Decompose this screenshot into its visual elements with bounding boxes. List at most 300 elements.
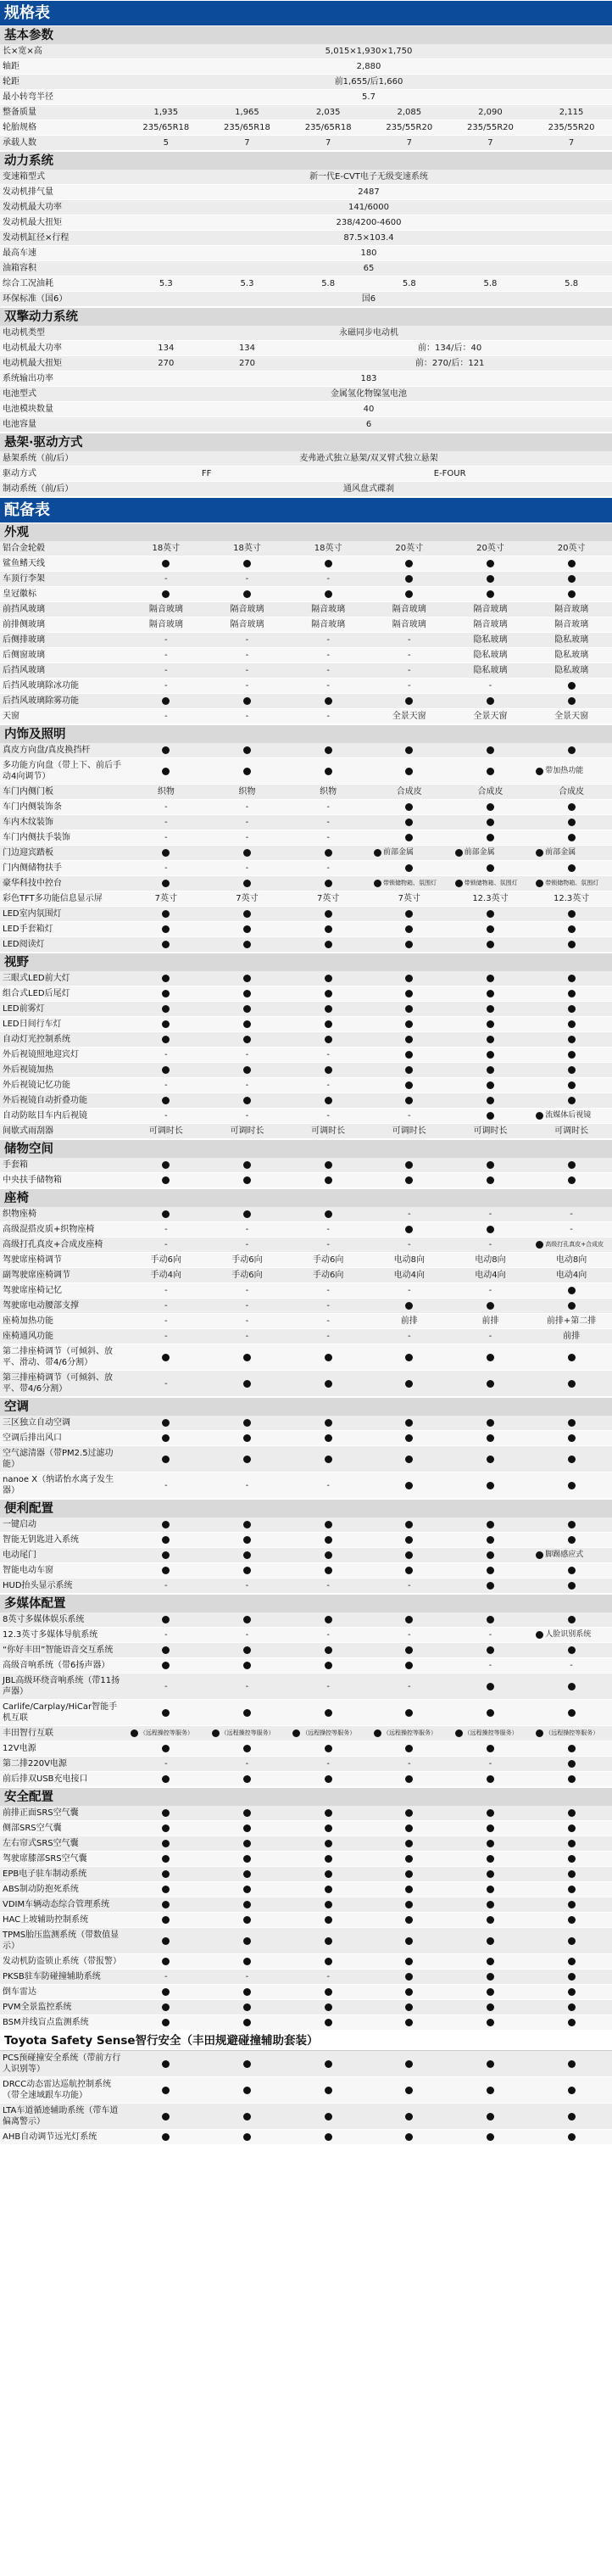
value-cell xyxy=(450,1726,531,1741)
value-cell xyxy=(287,663,369,678)
row-label: 驱动方式 xyxy=(3,469,36,478)
value-cell xyxy=(531,1017,612,1031)
filled-dot-icon xyxy=(568,1354,576,1361)
value-cell xyxy=(450,971,531,986)
cell-value: - xyxy=(164,1286,168,1295)
filled-dot-icon xyxy=(325,1354,332,1361)
value-cell xyxy=(450,937,531,952)
cell-value: - xyxy=(326,1050,330,1059)
group-cell xyxy=(125,467,287,481)
value-cell xyxy=(369,1207,450,1221)
filled-dot-icon xyxy=(487,1988,494,1996)
filled-dot-icon xyxy=(568,1521,576,1528)
filled-dot-icon xyxy=(487,1051,494,1059)
value-cell xyxy=(207,1628,288,1642)
value-cell xyxy=(369,1063,450,1077)
cell-value: FF xyxy=(201,469,212,478)
cell-value: 隔音玻璃 xyxy=(473,620,508,629)
spec-row xyxy=(0,709,612,724)
value-cell xyxy=(531,617,612,632)
value-cell xyxy=(369,1446,450,1472)
value-cell xyxy=(207,2104,288,2129)
cell-value: 电动4向 xyxy=(555,1271,587,1280)
row-label: 长×宽×高 xyxy=(3,47,42,56)
span-cell xyxy=(125,387,612,401)
row-label: 发动机最大扭矩 xyxy=(3,218,62,227)
value-cell xyxy=(125,1867,207,1881)
cell-value: 全景天窗 xyxy=(554,712,589,721)
value-cell xyxy=(287,541,369,556)
value-cell xyxy=(287,709,369,724)
value-cell xyxy=(125,1772,207,1786)
filled-dot-icon xyxy=(243,849,251,857)
value-cell xyxy=(369,876,450,891)
value-cell xyxy=(369,1726,450,1741)
value-cell xyxy=(125,1913,207,1927)
cell-value: - xyxy=(326,1225,330,1234)
filled-dot-icon xyxy=(325,746,332,754)
row-label: 环保标准（国6） xyxy=(3,294,68,304)
value-cell xyxy=(207,1268,288,1282)
value-cell xyxy=(531,846,612,860)
filled-dot-icon xyxy=(325,1745,332,1752)
filled-dot-icon xyxy=(568,1855,576,1863)
value-cell xyxy=(450,277,531,291)
value-cell xyxy=(531,1913,612,1927)
row-label: HUD抬头显示系统 xyxy=(3,1581,73,1590)
subsection-rows xyxy=(0,170,612,307)
cell-value: 织物 xyxy=(157,787,175,796)
subsection-header: 座椅 xyxy=(0,1188,612,1207)
value-cell xyxy=(287,986,369,1001)
cell-note: 带锁储物箱、氛围灯 xyxy=(545,880,599,886)
filled-dot-icon xyxy=(405,925,413,933)
value-cell xyxy=(287,1416,369,1430)
value-cell xyxy=(450,1897,531,1912)
cell-note: （远程操控等服务） xyxy=(302,1729,356,1736)
cell-value: - xyxy=(407,681,411,690)
filled-dot-icon xyxy=(487,941,494,948)
value-cell xyxy=(450,1124,531,1138)
value-cell xyxy=(287,1852,369,1866)
cell-value: 134 xyxy=(238,344,256,353)
spec-row xyxy=(0,648,612,663)
value-cell xyxy=(531,1970,612,1984)
value-cell xyxy=(125,1579,207,1593)
filled-dot-icon xyxy=(243,590,251,598)
filled-dot-icon xyxy=(243,1419,251,1427)
value-cell xyxy=(450,2015,531,2030)
value-cell xyxy=(369,1344,450,1370)
spec-row xyxy=(0,44,612,59)
row-values xyxy=(125,59,612,74)
filled-dot-icon xyxy=(405,1354,413,1361)
cell-value: - xyxy=(326,1111,330,1120)
cell-value: 前排+第二排 xyxy=(546,1316,597,1326)
row-label: 高级打孔真皮+合成皮座椅 xyxy=(3,1240,103,1249)
filled-dot-icon xyxy=(243,2113,251,2121)
spec-row xyxy=(0,1806,612,1821)
row-label: 发动机排气量 xyxy=(3,187,53,197)
value-cell xyxy=(207,937,288,952)
value-cell xyxy=(207,1882,288,1897)
spec-row xyxy=(0,2130,612,2145)
value-cell xyxy=(450,1579,531,1593)
spec-row xyxy=(0,185,612,200)
value-cell xyxy=(369,815,450,830)
span-cell xyxy=(125,75,612,89)
spec-row xyxy=(0,1238,612,1253)
value-cell xyxy=(531,1446,612,1472)
filled-dot-icon xyxy=(568,990,576,997)
value-cell xyxy=(287,1954,369,1969)
cell-value: - xyxy=(245,818,249,827)
filled-dot-icon xyxy=(487,2133,494,2141)
row-values xyxy=(125,1048,612,1062)
value-cell xyxy=(207,758,288,784)
row-label: 电池模块数量 xyxy=(3,405,53,414)
value-cell xyxy=(369,1658,450,1673)
filled-dot-icon xyxy=(162,1161,170,1169)
spec-row xyxy=(0,136,612,151)
group-cell xyxy=(207,356,288,371)
filled-dot-icon xyxy=(536,1729,543,1737)
cell-value: 电动8向 xyxy=(555,1255,587,1265)
value-cell xyxy=(531,1954,612,1969)
cell-value: 87.5×103.4 xyxy=(343,233,394,243)
filled-dot-icon xyxy=(243,1937,251,1945)
filled-dot-icon xyxy=(162,1709,170,1717)
row-values xyxy=(125,602,612,617)
row-label: 间歇式雨刮器 xyxy=(3,1126,53,1136)
row-values xyxy=(125,1431,612,1445)
value-cell xyxy=(125,1222,207,1237)
row-label: 车门内侧扶手装饰 xyxy=(3,833,70,842)
filled-dot-icon xyxy=(405,1097,413,1104)
filled-dot-icon xyxy=(405,1855,413,1863)
cell-value: 织物 xyxy=(320,787,337,796)
span-cell xyxy=(125,59,612,74)
value-cell xyxy=(207,1283,288,1298)
spec-row xyxy=(0,1628,612,1643)
value-cell xyxy=(531,1612,612,1627)
value-cell xyxy=(531,861,612,875)
filled-dot-icon xyxy=(487,910,494,918)
value-cell xyxy=(125,2130,207,2144)
cell-note: （远程操控等服务） xyxy=(220,1729,275,1736)
cell-value: 前：270/后：121 xyxy=(414,359,485,368)
filled-dot-icon xyxy=(487,1036,494,1043)
filled-dot-icon xyxy=(536,1112,543,1120)
value-cell xyxy=(287,1658,369,1673)
value-cell xyxy=(207,1314,288,1328)
row-values xyxy=(125,1985,612,1999)
row-label: 发动机缸径×行程 xyxy=(3,233,70,243)
value-cell xyxy=(125,1078,207,1092)
group-cell xyxy=(125,356,207,371)
filled-dot-icon xyxy=(325,697,332,705)
value-cell xyxy=(207,1329,288,1344)
value-cell xyxy=(207,1032,288,1047)
value-cell xyxy=(531,2130,612,2144)
cell-value: 238/4200-4600 xyxy=(336,218,402,227)
row-label: 一键启动 xyxy=(3,1520,36,1529)
spec-row xyxy=(0,1867,612,1882)
filled-dot-icon xyxy=(325,560,332,567)
value-cell xyxy=(125,277,207,291)
row-values xyxy=(125,277,612,291)
spec-row xyxy=(0,246,612,261)
value-cell xyxy=(287,602,369,617)
filled-dot-icon xyxy=(536,1241,543,1249)
value-cell xyxy=(287,1806,369,1820)
value-cell xyxy=(207,587,288,601)
value-cell xyxy=(531,1222,612,1237)
cell-value: - xyxy=(245,1972,249,1981)
cell-value: - xyxy=(488,1759,492,1769)
value-cell xyxy=(450,617,531,632)
row-values xyxy=(125,482,612,496)
cell-value: 5.8 xyxy=(402,279,416,288)
cell-value: 5.8 xyxy=(483,279,498,288)
value-cell xyxy=(369,800,450,814)
value-cell xyxy=(207,709,288,724)
cell-value: - xyxy=(164,833,168,842)
value-cell xyxy=(125,1806,207,1820)
row-values xyxy=(125,1207,612,1221)
value-cell xyxy=(531,1299,612,1313)
filled-dot-icon xyxy=(243,1066,251,1074)
value-cell xyxy=(450,1431,531,1445)
value-cell xyxy=(287,1913,369,1927)
filled-dot-icon xyxy=(405,1840,413,1847)
spec-row xyxy=(0,1954,612,1970)
cell-value: - xyxy=(407,1111,411,1120)
cell-value: 可调时长 xyxy=(148,1126,183,1136)
value-cell xyxy=(369,1416,450,1430)
value-cell xyxy=(531,1032,612,1047)
row-values xyxy=(125,451,612,466)
filled-dot-icon xyxy=(162,746,170,754)
cell-value: - xyxy=(164,1301,168,1310)
value-cell xyxy=(125,1173,207,1187)
value-cell xyxy=(287,1446,369,1472)
filled-dot-icon xyxy=(568,2019,576,2026)
value-cell xyxy=(531,1158,612,1172)
value-cell xyxy=(531,1238,612,1252)
filled-dot-icon xyxy=(405,1081,413,1089)
value-cell xyxy=(207,1985,288,1999)
value-cell xyxy=(125,556,207,571)
value-cell xyxy=(369,541,450,556)
value-cell xyxy=(369,1472,450,1498)
filled-dot-icon xyxy=(487,1886,494,1893)
value-cell xyxy=(531,1517,612,1532)
row-label: LED室内氛围灯 xyxy=(3,909,62,919)
cell-value: 141/6000 xyxy=(348,203,389,212)
cell-value: - xyxy=(326,802,330,812)
cell-value: - xyxy=(164,1111,168,1120)
cell-value: - xyxy=(164,1378,168,1389)
value-cell xyxy=(287,1253,369,1267)
filled-dot-icon xyxy=(568,1937,576,1945)
value-cell xyxy=(207,1517,288,1532)
value-cell xyxy=(531,2104,612,2129)
value-cell xyxy=(531,785,612,799)
value-cell xyxy=(207,1253,288,1267)
spec-row xyxy=(0,1548,612,1563)
value-cell xyxy=(207,277,288,291)
value-cell xyxy=(450,694,531,708)
value-cell xyxy=(125,891,207,906)
value-cell xyxy=(207,1563,288,1578)
value-cell xyxy=(369,1093,450,1108)
filled-dot-icon xyxy=(568,1683,576,1690)
value-cell xyxy=(369,572,450,586)
value-cell xyxy=(531,986,612,1001)
value-cell xyxy=(450,1658,531,1673)
value-cell xyxy=(369,679,450,693)
cell-value: - xyxy=(407,1240,411,1249)
row-values xyxy=(125,1628,612,1642)
cell-value: - xyxy=(488,1630,492,1640)
row-values xyxy=(125,572,612,586)
value-cell xyxy=(450,846,531,860)
row-label: 副驾驶席座椅调节 xyxy=(3,1271,70,1280)
cell-value: 电动4向 xyxy=(393,1271,425,1280)
value-cell xyxy=(369,922,450,936)
spec-row xyxy=(0,1344,612,1371)
cell-value: 通风盘式碟刹 xyxy=(343,484,394,494)
spec-row xyxy=(0,1158,612,1173)
filled-dot-icon xyxy=(487,1081,494,1089)
value-cell xyxy=(369,830,450,845)
value-cell xyxy=(531,876,612,891)
cell-value: - xyxy=(407,1681,411,1691)
span-cell xyxy=(125,200,612,215)
spec-row xyxy=(0,1124,612,1139)
row-values xyxy=(125,648,612,662)
value-cell xyxy=(207,1741,288,1756)
value-cell xyxy=(369,1700,450,1725)
row-values xyxy=(125,937,612,952)
value-cell xyxy=(369,1238,450,1252)
filled-dot-icon xyxy=(487,1937,494,1945)
value-cell xyxy=(531,1726,612,1741)
row-label: 最小转弯半径 xyxy=(3,92,53,102)
value-cell xyxy=(287,1757,369,1771)
value-cell xyxy=(125,758,207,784)
value-cell xyxy=(207,1643,288,1657)
row-values xyxy=(125,758,612,784)
value-cell xyxy=(450,1158,531,1172)
filled-dot-icon xyxy=(243,1210,251,1218)
row-label: 承载人数 xyxy=(3,138,36,148)
filled-dot-icon xyxy=(487,1112,494,1120)
cell-value: - xyxy=(164,802,168,812)
value-cell xyxy=(125,120,207,135)
row-values xyxy=(125,467,612,481)
value-cell xyxy=(125,1268,207,1282)
row-label: LED日间行车灯 xyxy=(3,1020,62,1029)
value-cell xyxy=(369,1674,450,1699)
filled-dot-icon xyxy=(568,925,576,933)
value-cell xyxy=(531,1173,612,1187)
filled-dot-icon xyxy=(162,1536,170,1544)
filled-dot-icon xyxy=(568,1988,576,1996)
filled-dot-icon xyxy=(405,560,413,567)
value-cell xyxy=(369,1268,450,1282)
value-cell xyxy=(207,633,288,647)
value-cell xyxy=(207,1772,288,1786)
filled-dot-icon xyxy=(568,864,576,872)
value-cell xyxy=(125,1238,207,1252)
cell-value: 270 xyxy=(238,359,256,368)
row-label: 车门内侧门板 xyxy=(3,787,53,796)
filled-dot-icon xyxy=(405,2133,413,2141)
row-label: 空调后排出风口 xyxy=(3,1433,62,1443)
cell-note: （远程操控等服务） xyxy=(464,1729,518,1736)
value-cell xyxy=(207,1836,288,1851)
value-cell xyxy=(125,1048,207,1062)
value-cell xyxy=(369,556,450,571)
cell-value: - xyxy=(326,1316,330,1326)
cell-value: - xyxy=(245,1332,249,1341)
filled-dot-icon xyxy=(487,1482,494,1489)
cell-value: - xyxy=(245,1286,249,1295)
row-values xyxy=(125,200,612,215)
value-cell xyxy=(531,758,612,784)
filled-dot-icon xyxy=(243,768,251,775)
filled-dot-icon xyxy=(162,1840,170,1847)
value-cell xyxy=(450,541,531,556)
value-cell xyxy=(450,1772,531,1786)
cell-value: 隔音玻璃 xyxy=(230,605,264,614)
row-values xyxy=(125,617,612,632)
filled-dot-icon xyxy=(162,1567,170,1574)
cell-value: 235/65R18 xyxy=(142,123,190,132)
row-label: HAC上坡辅助控制系统 xyxy=(3,1915,89,1925)
filled-dot-icon xyxy=(243,1840,251,1847)
value-cell xyxy=(287,1772,369,1786)
filled-dot-icon xyxy=(325,1886,332,1893)
row-label: 车顶行李架 xyxy=(3,574,45,584)
spec-row xyxy=(0,1612,612,1628)
value-cell xyxy=(287,556,369,571)
row-label: AHB自动调节远光灯系统 xyxy=(3,2132,97,2142)
value-cell xyxy=(287,971,369,986)
filled-dot-icon xyxy=(487,1354,494,1361)
filled-dot-icon xyxy=(568,746,576,754)
filled-dot-icon xyxy=(243,1567,251,1574)
value-cell xyxy=(125,1002,207,1016)
value-cell xyxy=(369,986,450,1001)
row-values xyxy=(125,1741,612,1756)
value-cell xyxy=(125,2015,207,2030)
row-values xyxy=(125,1658,612,1673)
value-cell xyxy=(369,1913,450,1927)
value-cell xyxy=(125,617,207,632)
spec-row xyxy=(0,743,612,758)
value-cell xyxy=(287,1970,369,1984)
value-cell xyxy=(125,1344,207,1370)
subsection-header: 内饰及照明 xyxy=(0,724,612,743)
cell-value: 隔音玻璃 xyxy=(392,605,426,614)
cell-value: 7 xyxy=(568,138,575,148)
value-cell xyxy=(531,1048,612,1062)
row-label: 最高车速 xyxy=(3,249,36,258)
filled-dot-icon xyxy=(568,1870,576,1878)
